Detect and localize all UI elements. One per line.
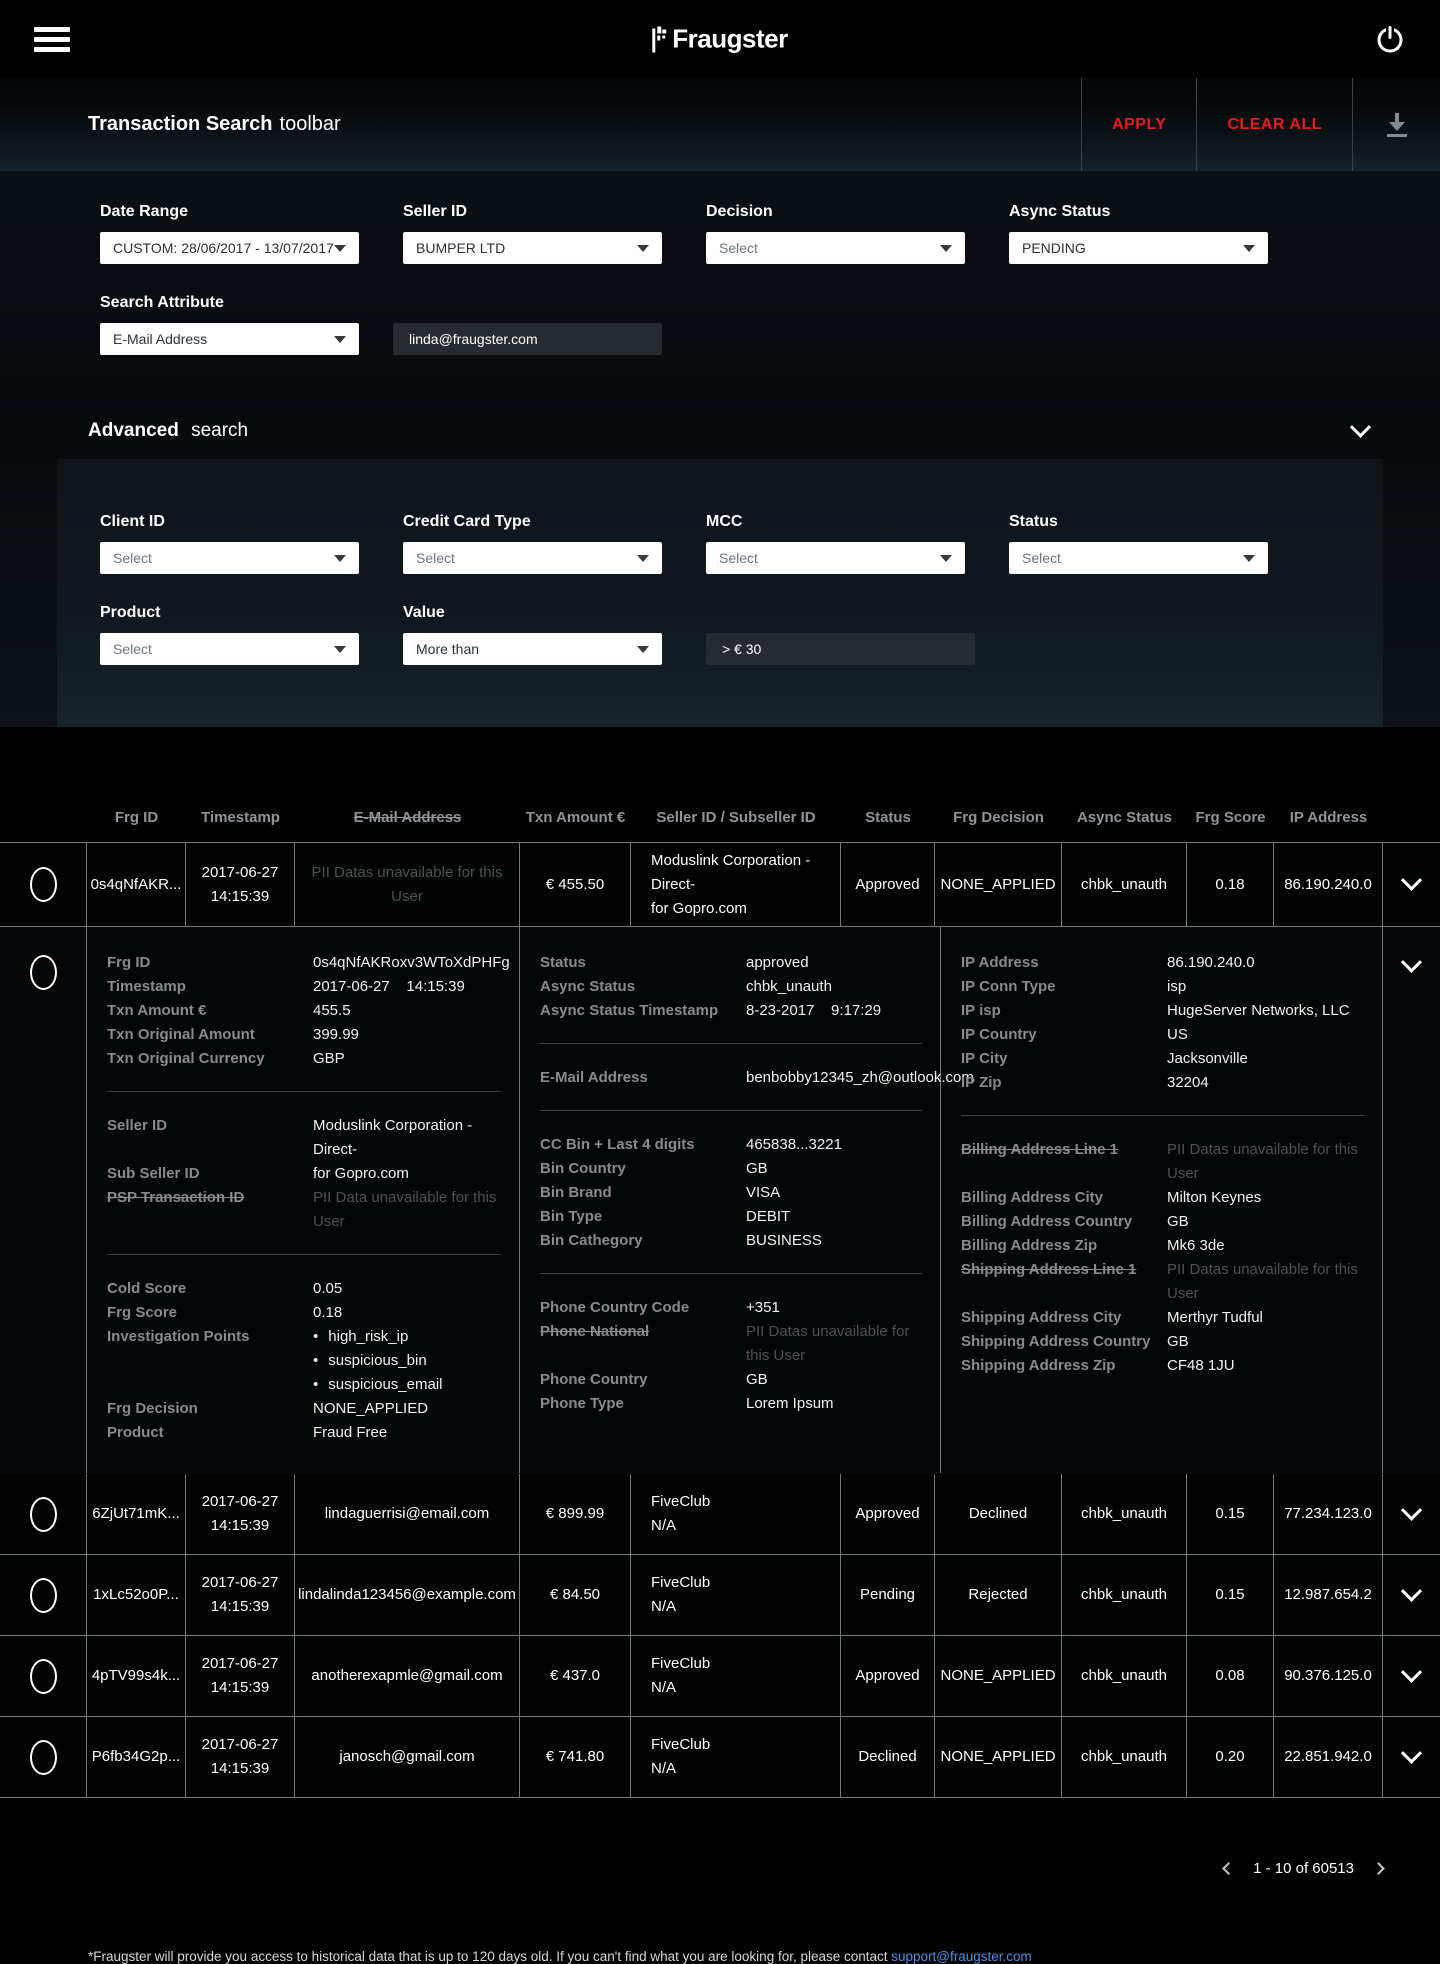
cell-async-status: chbk_unauth xyxy=(1062,1474,1187,1554)
detail-field-label: Shipping Address Line 1 xyxy=(961,1261,1137,1278)
detail-field-label: Txn Amount € xyxy=(107,1002,207,1019)
cell-frg-score: 0.20 xyxy=(1187,1717,1274,1797)
detail-field xyxy=(540,1205,922,1229)
detail-field-label: E-Mail Address xyxy=(540,1069,648,1086)
detail-field xyxy=(961,1047,1364,1071)
col-seller-id: Seller ID / Subseller ID xyxy=(656,808,816,826)
power-icon[interactable] xyxy=(1374,23,1406,55)
detail-field-value: approved xyxy=(746,954,809,971)
cell-txn-amount: € 84.50 xyxy=(520,1555,631,1635)
detail-field-value: 86.190.240.0 xyxy=(1167,954,1255,971)
detail-field-value: Fraud Free xyxy=(313,1424,388,1441)
detail-field-label: Investigation Points xyxy=(107,1328,250,1345)
row-radio[interactable] xyxy=(30,1497,57,1532)
support-email-link[interactable]: support@fraugster.com xyxy=(891,1949,1032,1964)
detail-column-ip-address xyxy=(941,927,1383,1473)
detail-group-divider xyxy=(107,1091,501,1092)
detail-field xyxy=(540,951,922,975)
detail-field xyxy=(961,1354,1364,1378)
cell-timestamp: 2017-06-27 14:15:39 xyxy=(186,1474,295,1554)
detail-field-label: IP isp xyxy=(961,1002,1001,1019)
detail-group-divider xyxy=(540,1043,922,1044)
cell-ip-address: 12.987.654.2 xyxy=(1274,1555,1383,1635)
page-title xyxy=(0,78,341,171)
mcc-label: MCC xyxy=(706,513,743,530)
advanced-search-panel xyxy=(57,459,1383,727)
cell-email: PII Datas unavailable for this User xyxy=(295,843,520,926)
advanced-search-header xyxy=(0,413,1440,449)
cell-seller-id: Moduslink Corporation - Direct- for Gopro.com xyxy=(631,843,841,926)
fraugster-logo-mark xyxy=(652,26,667,52)
clear-all-button[interactable]: CLEAR ALL xyxy=(1196,78,1352,171)
footer-text: *Fraugster will provide you access to historical data that is up to 120 days old. If you can't find what you are looking for, please contact xyxy=(88,1949,892,1964)
value-label: Value xyxy=(403,604,445,621)
detail-field xyxy=(107,1277,501,1301)
detail-field-value: 0.18 xyxy=(313,1304,343,1321)
col-timestamp: Timestamp xyxy=(201,808,280,826)
search-attribute-label: Search Attribute xyxy=(100,294,224,311)
expand-chevron-icon[interactable] xyxy=(1401,870,1422,891)
detail-field-label: Shipping Address Zip xyxy=(961,1357,1116,1374)
cell-timestamp: 2017-06-27 14:15:39 xyxy=(186,1636,295,1716)
detail-field-label: Bin Type xyxy=(540,1208,603,1225)
cell-seller-id: FiveClub N/A xyxy=(631,1636,841,1716)
decision-filter xyxy=(706,203,965,264)
async-status-filter xyxy=(1009,203,1268,264)
cell-frg-id: 6ZjUt71mK... xyxy=(87,1474,186,1554)
detail-field xyxy=(961,975,1364,999)
row-radio[interactable] xyxy=(30,955,57,990)
cell-frg-id: P6fb34G2p... xyxy=(87,1717,186,1797)
detail-field-value: Lorem Ipsum xyxy=(746,1395,834,1412)
detail-field-label: Frg Score xyxy=(107,1304,178,1321)
product-label: Product xyxy=(100,604,161,621)
cell-status: Approved xyxy=(841,843,935,926)
detail-field xyxy=(107,1047,501,1071)
top-bar xyxy=(0,0,1440,78)
detail-field xyxy=(107,1162,501,1186)
cell-ip-address: 22.851.942.0 xyxy=(1274,1717,1383,1797)
detail-field-label: Frg ID xyxy=(107,954,151,971)
cell-frg-id: 4pTV99s4k... xyxy=(87,1636,186,1716)
detail-field-label: Bin Cathegory xyxy=(540,1232,643,1249)
mcc-filter xyxy=(706,513,965,574)
investigation-point: • high_risk_ip xyxy=(313,1325,501,1349)
detail-field xyxy=(961,999,1364,1023)
detail-field-label: Txn Original Amount xyxy=(107,1026,255,1043)
product-filter xyxy=(100,604,359,665)
seller-id-label: Seller ID xyxy=(403,203,468,220)
detail-column-payment xyxy=(520,927,974,1473)
detail-field-value: US xyxy=(1167,1026,1188,1043)
date-range-select[interactable]: CUSTOM: 28/06/2017 - 13/07/2017 xyxy=(100,232,359,264)
cell-frg-decision: Declined xyxy=(935,1474,1062,1554)
cell-ip-address: 86.190.240.0 xyxy=(1274,843,1383,926)
detail-field-value: 2017-06-27 14:15:39 xyxy=(313,978,465,995)
transaction-search-toolbar xyxy=(0,78,1440,171)
date-range-filter xyxy=(100,203,359,264)
cell-frg-id: 0s4qNfAKR... xyxy=(87,843,186,926)
cell-email: lindaguerrisi@email.com xyxy=(295,1474,520,1554)
detail-field-label: Frg Decision xyxy=(107,1400,198,1417)
detail-field-label: Phone Country xyxy=(540,1371,648,1388)
detail-field-value: Milton Keynes xyxy=(1167,1189,1262,1206)
detail-field-value: CF48 1JU xyxy=(1167,1357,1235,1374)
cell-async-status: chbk_unauth xyxy=(1062,1717,1187,1797)
cell-seller-id: FiveClub N/A xyxy=(631,1474,841,1554)
detail-field xyxy=(540,1392,922,1416)
detail-field xyxy=(540,999,922,1023)
cell-frg-decision: NONE_APPLIED xyxy=(935,1636,1062,1716)
detail-field xyxy=(540,1229,922,1253)
credit-card-type-filter xyxy=(403,513,662,574)
cell-async-status: chbk_unauth xyxy=(1062,843,1187,926)
cell-ip-address: 77.234.123.0 xyxy=(1274,1474,1383,1554)
page-title-rest: toolbar xyxy=(279,113,341,135)
detail-field-label: Status xyxy=(540,954,586,971)
menu-icon[interactable] xyxy=(34,27,70,52)
table-row[interactable] xyxy=(0,1555,1440,1636)
detail-field-label: PSP Transaction ID xyxy=(107,1189,245,1206)
seller-id-filter xyxy=(403,203,662,264)
value-filter xyxy=(403,604,662,665)
detail-field-value: for Gopro.com xyxy=(313,1165,409,1182)
cell-frg-score: 0.15 xyxy=(1187,1555,1274,1635)
col-email: E-Mail Address xyxy=(353,808,462,826)
cell-ip-address: 90.376.125.0 xyxy=(1274,1636,1383,1716)
row-radio[interactable] xyxy=(30,1659,57,1694)
detail-field-label: Bin Country xyxy=(540,1160,626,1177)
value-amount-input[interactable] xyxy=(706,633,975,665)
expand-chevron-icon[interactable] xyxy=(1401,1742,1422,1763)
detail-field-value: Mk6 3de xyxy=(1167,1237,1225,1254)
detail-field xyxy=(107,1114,501,1162)
credit-card-type-select[interactable]: Select xyxy=(403,542,662,574)
cell-email: anotherexapmle@gmail.com xyxy=(295,1636,520,1716)
cell-timestamp: 2017-06-27 14:15:39 xyxy=(186,1555,295,1635)
detail-field-value: 0.05 xyxy=(313,1280,343,1297)
detail-field-value: isp xyxy=(1167,978,1187,995)
row-radio[interactable] xyxy=(30,867,57,902)
detail-field-value: VISA xyxy=(746,1184,781,1201)
detail-field xyxy=(107,1325,501,1397)
status-label: Status xyxy=(1009,513,1058,530)
client-id-filter xyxy=(100,513,359,574)
cell-async-status: chbk_unauth xyxy=(1062,1555,1187,1635)
cell-frg-score: 0.18 xyxy=(1187,843,1274,926)
detail-field-value: Jacksonville xyxy=(1167,1050,1248,1067)
chevron-down-icon xyxy=(1243,245,1255,252)
detail-field xyxy=(961,1234,1364,1258)
detail-field xyxy=(540,1368,922,1392)
col-status: Status xyxy=(865,808,911,826)
detail-field xyxy=(540,1296,922,1320)
client-id-label: Client ID xyxy=(100,513,165,530)
detail-field xyxy=(961,1071,1364,1095)
expand-chevron-icon[interactable] xyxy=(1401,1499,1422,1520)
detail-field-value: DEBIT xyxy=(746,1208,791,1225)
detail-field-label: Product xyxy=(107,1424,164,1441)
detail-field-label: IP City xyxy=(961,1050,1008,1067)
pagination-label: 1 - 10 of 60513 xyxy=(1253,1860,1354,1877)
chevron-down-icon xyxy=(940,555,952,562)
table-row[interactable] xyxy=(0,1717,1440,1798)
row-detail-panel xyxy=(0,927,1440,1474)
detail-field-value: chbk_unauth xyxy=(746,978,832,995)
results-table xyxy=(0,792,1440,1798)
detail-field-label: Async Status xyxy=(540,978,636,995)
cell-frg-id: 1xLc52o0P... xyxy=(87,1555,186,1635)
value-select[interactable]: More than xyxy=(403,633,662,665)
detail-field-value xyxy=(313,1325,501,1397)
detail-field-label: Billing Address Country xyxy=(961,1213,1133,1230)
table-body xyxy=(0,842,1440,1798)
status-select[interactable]: Select xyxy=(1009,542,1268,574)
detail-field-value: GB xyxy=(1167,1333,1189,1350)
detail-group-divider xyxy=(107,1254,501,1255)
detail-field-value: Moduslink Corporation - Direct- xyxy=(313,1117,473,1158)
cell-seller-id: FiveClub N/A xyxy=(631,1717,841,1797)
cell-email: lindalinda123456@example.com xyxy=(295,1555,520,1635)
decision-label: Decision xyxy=(706,203,773,220)
col-frg-score: Frg Score xyxy=(1195,808,1266,826)
collapse-chevron-icon[interactable] xyxy=(1401,952,1422,973)
detail-field xyxy=(961,1186,1364,1210)
download-button[interactable] xyxy=(1352,78,1440,171)
detail-field xyxy=(540,975,922,999)
detail-field xyxy=(961,1258,1364,1306)
col-frg-id: Frg ID xyxy=(114,808,159,826)
brand-name: Fraugster xyxy=(672,23,788,54)
detail-column-txn xyxy=(87,927,520,1473)
detail-field xyxy=(107,1186,501,1234)
collapse-chevron-icon[interactable] xyxy=(1350,416,1371,437)
cell-txn-amount: € 741.80 xyxy=(520,1717,631,1797)
detail-group-divider xyxy=(540,1110,922,1111)
detail-field xyxy=(540,1066,974,1090)
date-range-label: Date Range xyxy=(100,203,189,220)
chevron-down-icon xyxy=(637,245,649,252)
expand-chevron-icon[interactable] xyxy=(1401,1661,1422,1682)
detail-field xyxy=(961,1138,1364,1186)
detail-field-value: PII Datas unavailable for this User xyxy=(1167,1261,1358,1302)
footer-note xyxy=(88,1949,1440,1964)
detail-field-label: IP Address xyxy=(961,954,1039,971)
detail-field xyxy=(107,999,501,1023)
detail-field-value: 8-23-2017 9:17:29 xyxy=(746,1002,882,1019)
apply-button[interactable]: APPLY xyxy=(1081,78,1196,171)
seller-id-select[interactable]: BUMPER LTD xyxy=(403,232,662,264)
investigation-point: • suspicious_email xyxy=(313,1373,501,1397)
page-title-bold: Transaction Search xyxy=(88,113,273,135)
investigation-point: • suspicious_bin xyxy=(313,1349,501,1373)
fraugster-logo xyxy=(652,24,787,55)
detail-field-value: Merthyr Tudful xyxy=(1167,1309,1263,1326)
detail-field-label: Async Status Timestamp xyxy=(540,1002,719,1019)
detail-field xyxy=(107,975,501,999)
detail-group-divider xyxy=(961,1115,1364,1116)
detail-field xyxy=(107,951,510,975)
filters-section xyxy=(0,171,1440,727)
detail-field xyxy=(540,1133,922,1157)
mcc-select[interactable]: Select xyxy=(706,542,965,574)
detail-field-value: GB xyxy=(1167,1213,1189,1230)
detail-field-value: BUSINESS xyxy=(746,1232,822,1249)
chevron-down-icon xyxy=(1243,555,1255,562)
table-row[interactable] xyxy=(0,1636,1440,1717)
cell-frg-decision: NONE_APPLIED xyxy=(935,1717,1062,1797)
status-filter xyxy=(1009,513,1268,574)
detail-field-label: Phone Country Code xyxy=(540,1299,690,1316)
chevron-down-icon xyxy=(334,555,346,562)
detail-field-value: GB xyxy=(746,1160,768,1177)
async-status-label: Async Status xyxy=(1009,203,1111,220)
detail-field-label: Shipping Address City xyxy=(961,1309,1122,1326)
detail-group-divider xyxy=(540,1273,922,1274)
cell-status: Approved xyxy=(841,1636,935,1716)
detail-field-label: IP Conn Type xyxy=(961,978,1056,995)
detail-field xyxy=(961,1210,1364,1234)
detail-field xyxy=(961,1306,1364,1330)
detail-field-label: Txn Original Currency xyxy=(107,1050,265,1067)
detail-field-label: Cold Score xyxy=(107,1280,187,1297)
chevron-down-icon xyxy=(940,245,952,252)
detail-field-label: Timestamp xyxy=(107,978,186,995)
cell-timestamp: 2017-06-27 14:15:39 xyxy=(186,843,295,926)
cell-status: Approved xyxy=(841,1474,935,1554)
detail-field xyxy=(107,1421,501,1445)
detail-field-label: IP Country xyxy=(961,1026,1037,1043)
detail-field xyxy=(961,1330,1364,1354)
download-icon xyxy=(1382,111,1412,139)
detail-field-label: Billing Address Line 1 xyxy=(961,1141,1118,1158)
search-attribute-select[interactable]: E-Mail Address xyxy=(100,323,359,355)
detail-field-label: Phone Type xyxy=(540,1395,624,1412)
cell-frg-score: 0.08 xyxy=(1187,1636,1274,1716)
chevron-down-icon xyxy=(334,336,346,343)
client-id-select[interactable]: Select xyxy=(100,542,359,574)
detail-field-value: 0s4qNfAKRoxv3WToXdPHFg xyxy=(313,954,510,971)
detail-field-value: NONE_APPLIED xyxy=(313,1400,429,1417)
cell-frg-decision: NONE_APPLIED xyxy=(935,843,1062,926)
detail-field-label: Phone National xyxy=(540,1323,650,1340)
detail-field xyxy=(540,1157,922,1181)
credit-card-type-label: Credit Card Type xyxy=(403,513,531,530)
cell-async-status: chbk_unauth xyxy=(1062,1636,1187,1716)
search-attribute-input[interactable] xyxy=(393,323,662,355)
cell-timestamp: 2017-06-27 14:15:39 xyxy=(186,1717,295,1797)
detail-field-label: Bin Brand xyxy=(540,1184,612,1201)
cell-frg-decision: Rejected xyxy=(935,1555,1062,1635)
detail-field-label: Shipping Address Country xyxy=(961,1333,1151,1350)
detail-field-value: PII Data unavailable for this User xyxy=(313,1189,497,1230)
table-row[interactable] xyxy=(0,842,1440,927)
product-select[interactable]: Select xyxy=(100,633,359,665)
detail-field-label: Sub Seller ID xyxy=(107,1165,200,1182)
detail-field xyxy=(961,951,1364,975)
table-row[interactable] xyxy=(0,1474,1440,1555)
detail-field-label: IP Zip xyxy=(961,1074,1002,1091)
toolbar-actions xyxy=(1081,78,1440,171)
table-header xyxy=(0,792,1440,842)
advanced-search-title: Advanced search xyxy=(88,420,249,441)
detail-field-value: HugeServer Networks, LLC xyxy=(1167,1002,1350,1019)
cell-status: Pending xyxy=(841,1555,935,1635)
detail-field-label: Billing Address City xyxy=(961,1189,1103,1206)
prev-page-icon[interactable] xyxy=(1222,1862,1235,1875)
detail-field xyxy=(540,1320,922,1368)
chevron-down-icon xyxy=(334,245,346,252)
detail-field xyxy=(107,1397,501,1421)
chevron-down-icon xyxy=(637,646,649,653)
detail-field-label: Billing Address Zip xyxy=(961,1237,1098,1254)
chevron-down-icon xyxy=(637,555,649,562)
detail-field-value: PII Datas unavailable for this User xyxy=(1167,1141,1358,1182)
detail-field-label: Seller ID xyxy=(107,1117,168,1134)
detail-field-value: GB xyxy=(746,1371,768,1388)
detail-field-value: +351 xyxy=(746,1299,780,1316)
detail-field xyxy=(961,1023,1364,1047)
async-status-select[interactable]: PENDING xyxy=(1009,232,1268,264)
next-page-icon[interactable] xyxy=(1372,1862,1385,1875)
chevron-down-icon xyxy=(334,646,346,653)
detail-field-value: 455.5 xyxy=(313,1002,351,1019)
cell-status: Declined xyxy=(841,1717,935,1797)
detail-field xyxy=(540,1181,922,1205)
detail-field-value: 32204 xyxy=(1167,1074,1209,1091)
col-ip-address: IP Address xyxy=(1289,808,1368,826)
col-txn-amount: Txn Amount € xyxy=(525,808,626,826)
cell-frg-score: 0.15 xyxy=(1187,1474,1274,1554)
detail-field-label: CC Bin + Last 4 digits xyxy=(540,1136,695,1153)
row-radio[interactable] xyxy=(30,1578,57,1613)
cell-seller-id: FiveClub N/A xyxy=(631,1555,841,1635)
detail-field-value: 399.99 xyxy=(313,1026,359,1043)
cell-txn-amount: € 437.0 xyxy=(520,1636,631,1716)
detail-field xyxy=(107,1301,501,1325)
detail-field-value: 465838...3221 xyxy=(746,1136,842,1153)
cell-email: janosch@gmail.com xyxy=(295,1717,520,1797)
detail-field xyxy=(107,1023,501,1047)
expand-chevron-icon[interactable] xyxy=(1401,1580,1422,1601)
decision-select[interactable]: Select xyxy=(706,232,965,264)
col-async-status: Async Status xyxy=(1076,808,1173,826)
col-frg-decision: Frg Decision xyxy=(953,808,1044,826)
detail-field-value: PII Datas unavailable for this User xyxy=(746,1323,910,1364)
detail-field-value: benbobby12345_zh@outlook.com xyxy=(746,1069,974,1086)
row-radio[interactable] xyxy=(30,1740,57,1775)
detail-field-value: GBP xyxy=(313,1050,345,1067)
cell-txn-amount: € 899.99 xyxy=(520,1474,631,1554)
pagination xyxy=(0,1860,1383,1877)
search-attribute-filter xyxy=(100,294,359,355)
cell-txn-amount: € 455.50 xyxy=(520,843,631,926)
